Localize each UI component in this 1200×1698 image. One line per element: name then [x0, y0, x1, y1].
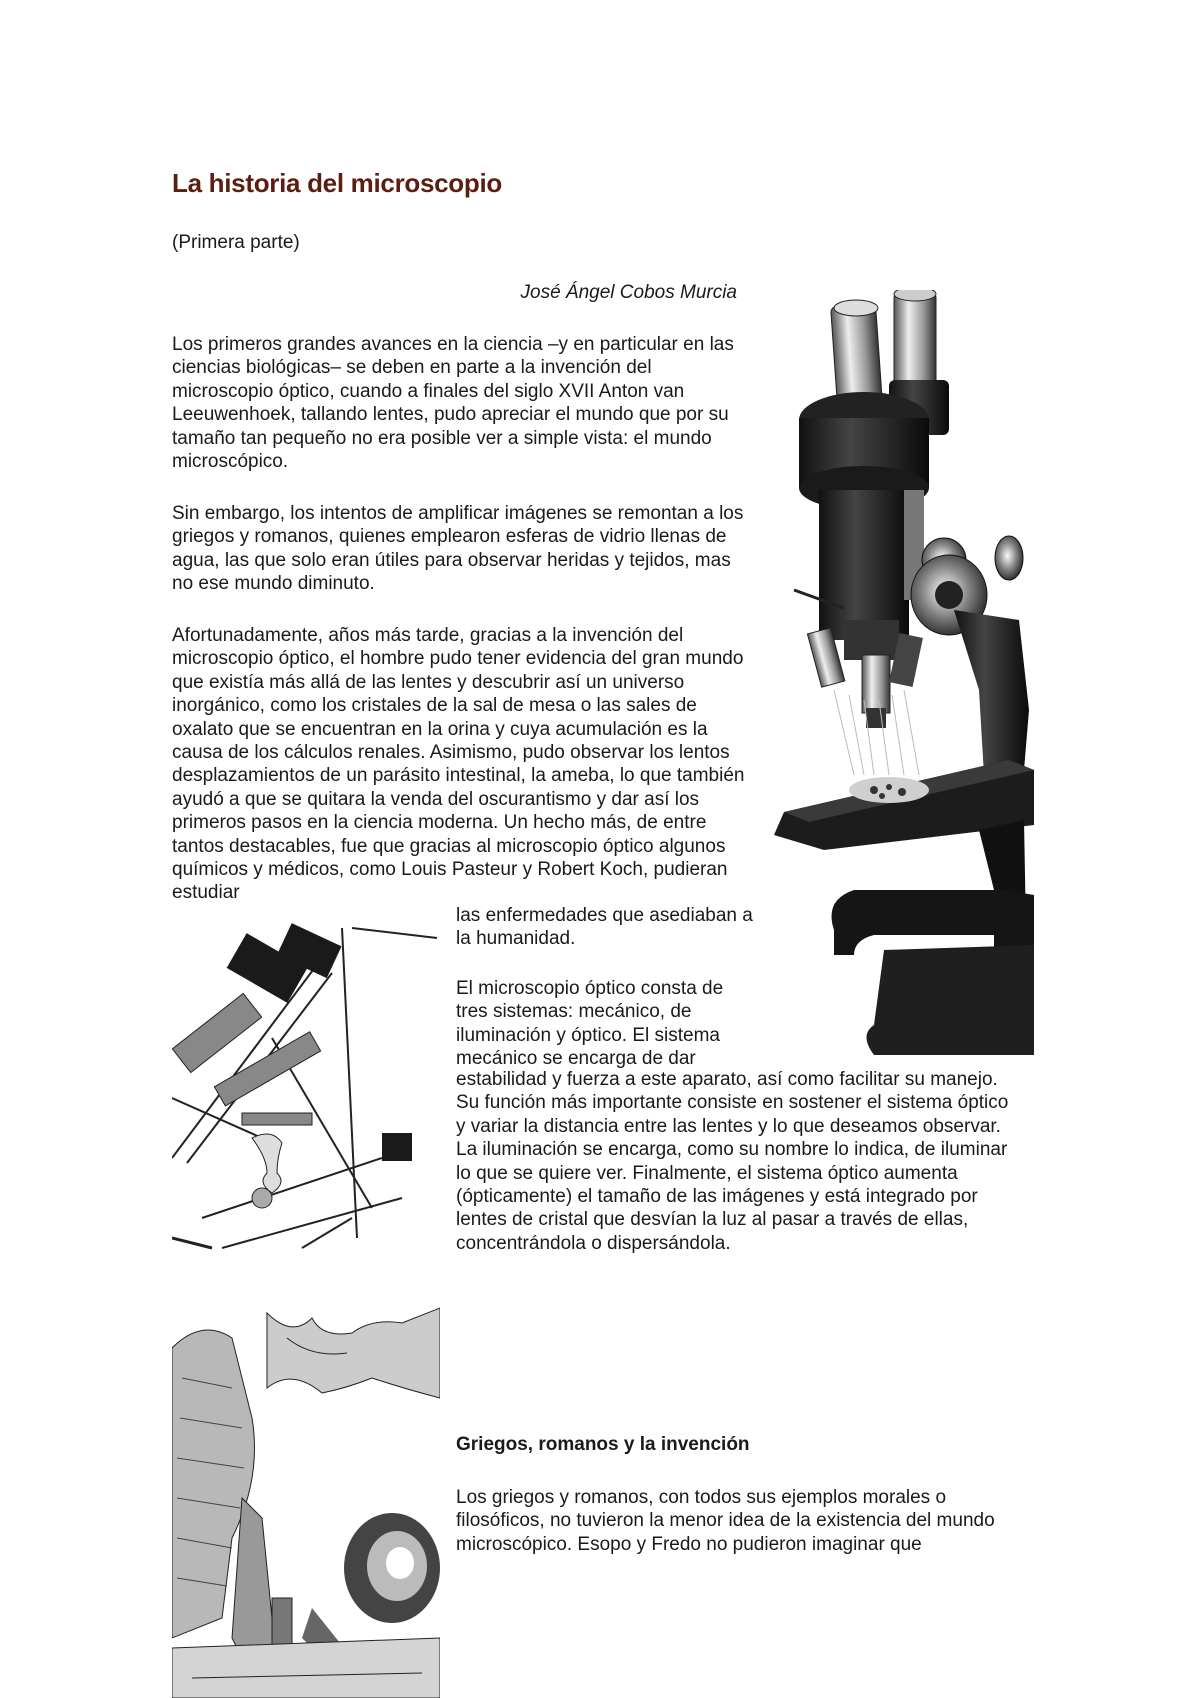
paragraph-invention: Afortunadamente, años más tarde, gracias a la invención del microscopio óptico, el hombre pudo tener evidencia del gran mundo que existía más allá de las lentes y descubrir así un universo inorgánico, como los cristales de la sal de mesa o las sales de oxalato que se encuentran en la orina y cuya acumulación es la causa de los cálculos renales. Asimismo, pudo observar los lentos desplazamientos de un parásito intestinal, la ameba, lo que también ayudó a que se quitara la venda del oscurantismo y dar así los primeros pasos en la ciencia moderna. Un hecho más, de entre tantos destacables, fue que gracias al microscopio óptico algunos químicos y médicos, como Louis Pasteur y Robert Koch, pudieran estudiar	[172, 625, 745, 904]
antique-microscope-engraving	[172, 918, 440, 1698]
paragraph-systems-start: El microscopio óptico consta de tres sistemas: mecánico, de iluminación y óptico. El sistema mecánico se encarga de dar	[456, 978, 724, 1070]
article-title: La historia del microscopio	[172, 168, 502, 198]
paragraph-intro: Los primeros grandes avances en la ciencia –y en particular en las ciencias biológicas– se deben en parte a la invención del microscopio óptico, cuando a finales del siglo XVII Anton van Leeuwenhoek, tallando lentes, pudo apreciar el mundo que por su tamaño tan pequeño no era posible ver a simple vista: el mundo microscópico.	[172, 334, 734, 473]
paragraph-greeks-romans: Los griegos y romanos, con todos sus ejemplos morales o filosóficos, no tuvieron la menor idea de la existencia del mundo microscópico. Esopo y Fredo no pudieron imaginar que	[456, 1487, 995, 1555]
microscope-photo	[764, 290, 1034, 1055]
section-heading: Griegos, romanos y la invención	[456, 1434, 750, 1455]
paragraph-invention-end: las enfermedades que asediaban a la humanidad.	[456, 905, 753, 950]
article-author: José Ángel Cobos Murcia	[520, 282, 737, 303]
article-subtitle: (Primera parte)	[172, 232, 300, 253]
paragraph-systems-rest: estabilidad y fuerza a este aparato, así como facilitar su manejo. Su función más importante consiste en sostener el sistema óptico y variar la distancia entre las lentes y lo que deseamos observar. La iluminación se encarga, como su nombre lo indica, de iluminar lo que se quiere ver. Finalmente, el sistema óptico aumenta (ópticamente) el tamaño de las imágenes y está integrado por lentes de cristal que desvían la luz al pasar a través de ellas, concentrándola o dispersándola.	[456, 1069, 1009, 1254]
paragraph-greeks: Sin embargo, los intentos de amplificar imágenes se remontan a los griegos y romanos, quienes emplearon esferas de vidrio llenas de agua, las que solo eran útiles para observar heridas y tejidos, mas no ese mundo diminuto.	[172, 503, 744, 595]
